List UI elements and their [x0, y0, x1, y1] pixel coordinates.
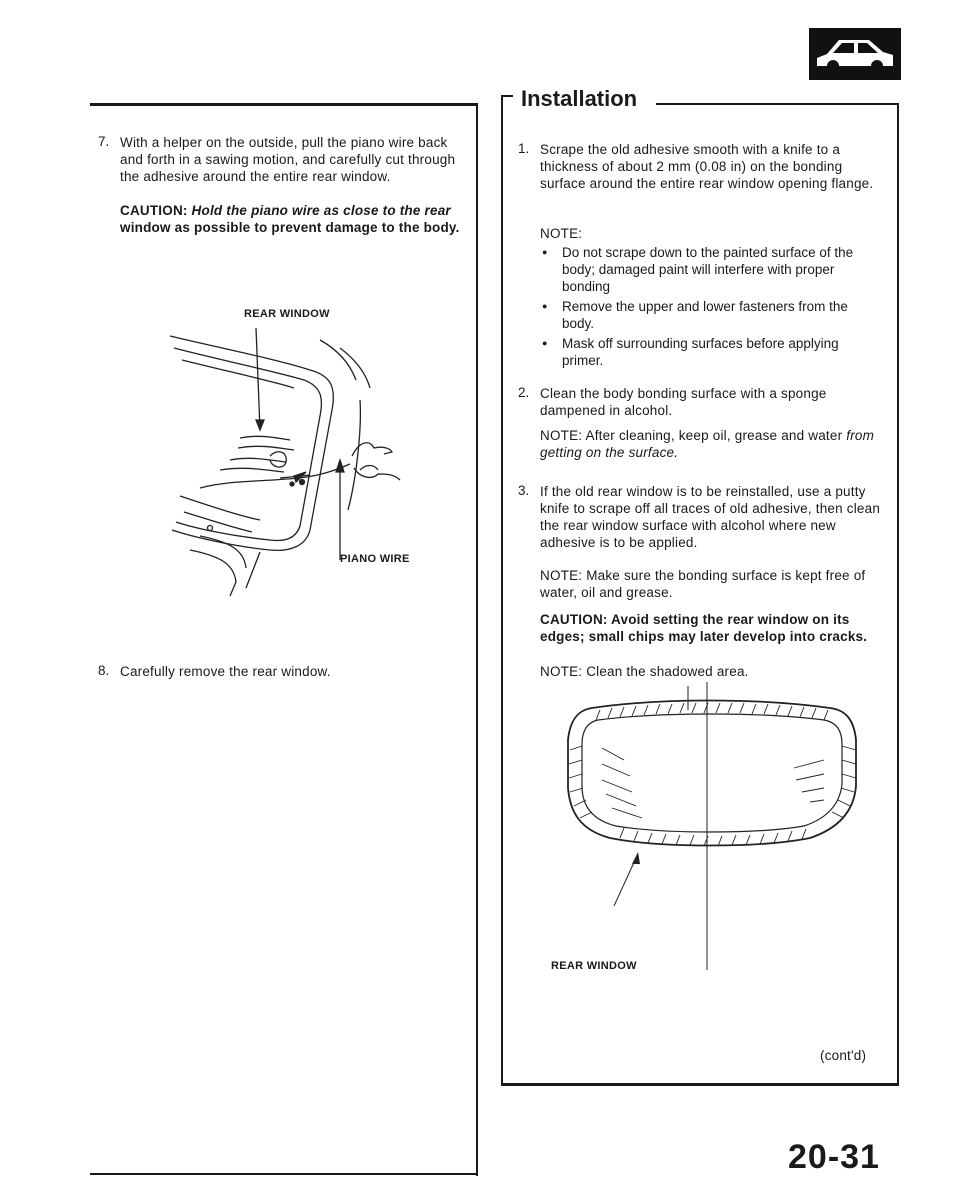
step-8-number: 8.	[98, 663, 110, 678]
step-3-number: 3.	[518, 483, 530, 498]
left-column-border	[476, 103, 478, 1176]
install-box-bottom	[501, 1083, 899, 1086]
step-3-caution: CAUTION: Avoid setting the rear window on its edges; small chips may later develop into cracks.	[540, 612, 868, 644]
install-box-top-right	[656, 103, 897, 105]
note-item: ● Do not scrape down to the painted surface of the body; damaged paint will interfere with proper bonding	[540, 244, 881, 295]
continued-label: (cont'd)	[820, 1048, 867, 1063]
step-1-note-label: NOTE:	[540, 226, 583, 241]
step-3-note-2: NOTE: Clean the shadowed area.	[540, 664, 749, 679]
caution-italic: Hold the piano wire as close to the rear	[191, 203, 451, 218]
figure-label-piano-wire: PIANO WIRE	[340, 553, 410, 565]
section-title: Installation	[521, 86, 638, 111]
note-item: ● Mask off surrounding surfaces before applying primer.	[540, 335, 881, 369]
step-2-note-label: NOTE:	[540, 428, 583, 443]
piano-wire-illustration	[160, 320, 440, 610]
step-2-number: 2.	[518, 385, 530, 400]
install-box-right	[897, 103, 899, 1085]
step-2-text: Clean the body bonding surface with a sponge dampened in alcohol.	[540, 386, 827, 418]
caution-label: CAUTION:	[120, 203, 188, 218]
step-2-note-text: After cleaning, keep oil, grease and water	[585, 428, 843, 443]
step-2-note-italic: from getting on the surface.	[540, 428, 875, 460]
figure-label-rear-window: REAR WINDOW	[244, 308, 330, 320]
step-8-text: Carefully remove the rear window.	[120, 664, 331, 679]
step-7-number: 7.	[98, 134, 110, 149]
left-bottom-rule	[90, 1173, 476, 1175]
car-silhouette-icon	[809, 28, 901, 80]
step-1-note-list	[540, 244, 881, 372]
step-3-note: NOTE: Make sure the bonding surface is kept free of water, oil and grease.	[540, 568, 866, 600]
rear-window-diagram	[540, 680, 880, 970]
step-7-caution	[120, 202, 460, 236]
step-3-text: If the old rear window is to be reinstalled, use a putty knife to scrape off all traces of old adhesive, then clean the rear window surface with alcohol where new adhesive is to be applied.	[540, 484, 881, 550]
note-item: ● Remove the upper and lower fasteners from the body.	[540, 298, 881, 332]
step-2-note	[540, 427, 881, 461]
left-top-rule	[90, 103, 476, 106]
figure-label-rear-window-2: REAR WINDOW	[551, 960, 637, 972]
install-box-left	[501, 95, 503, 1085]
step-1-number: 1.	[518, 141, 530, 156]
caution-rest: window as possible to prevent damage to the body.	[120, 220, 460, 235]
step-1-text: Scrape the old adhesive smooth with a knife to a thickness of about 2 mm (0.08 in) on the bonding surface around the entire rear window opening flange.	[540, 142, 874, 191]
page-number: 20-31	[788, 1138, 880, 1176]
install-box-top-left	[501, 95, 513, 97]
step-7-text: With a helper on the outside, pull the piano wire back and forth in a sawing motion, and carefully cut through the adhesive around the entire rear window.	[120, 135, 456, 184]
